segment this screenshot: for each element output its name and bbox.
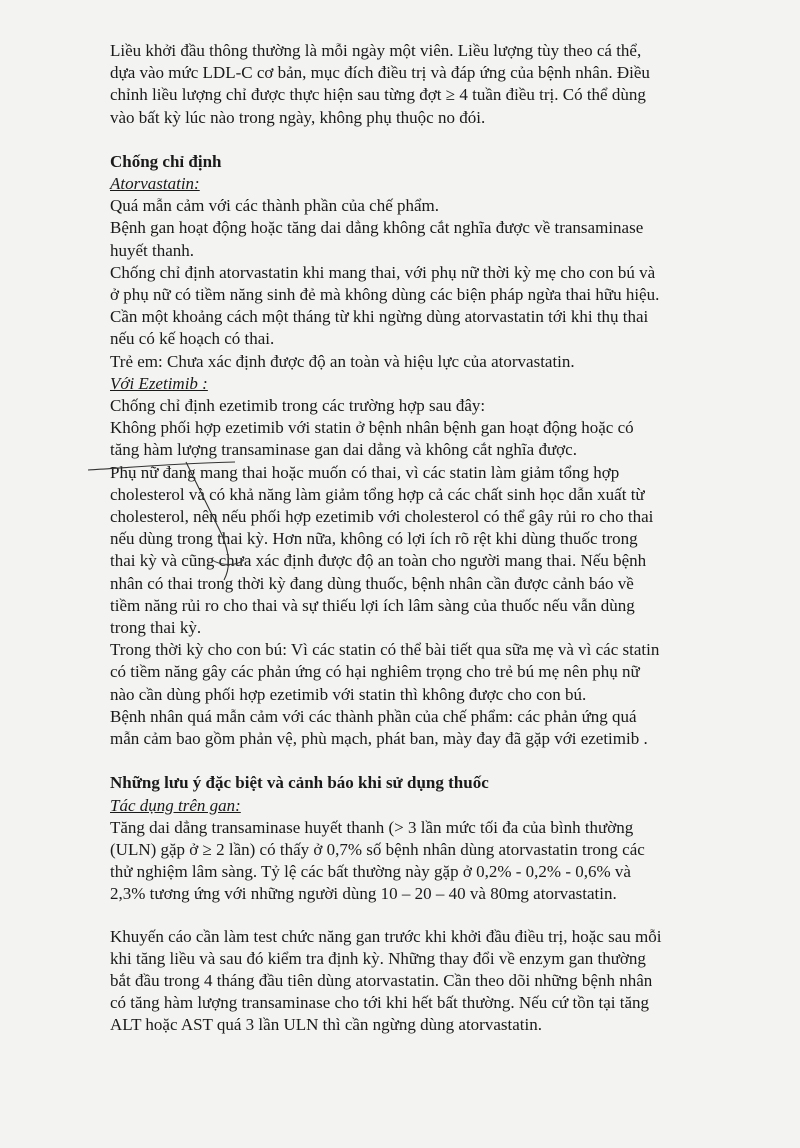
warnings-heading: Những lưu ý đặc biệt và cảnh báo khi sử dụng thuốc <box>110 773 489 793</box>
text-line: tiềm năng rủi ro cho thai và sự thiếu lợi ích lâm sàng của thuốc nếu vẫn dùng <box>110 595 635 615</box>
text-line: Tăng dai dẳng transaminase huyết thanh (> 3 lần mức tối đa của bình thường <box>110 817 634 837</box>
text-line: ALT hoặc AST quá 3 lần ULN thì cần ngừng dùng atorvastatin. <box>110 1015 542 1035</box>
text-line: nhân có thai trong thời kỳ đang dùng thuốc, bệnh nhân cần được cảnh báo về <box>110 573 634 593</box>
text-line: tăng hàm lượng transaminase gan dai dẳng và không cắt nghĩa được. <box>110 440 577 460</box>
text-line: (ULN) gặp ở ≥ 2 lần) có thấy ở 0,7% số bệnh nhân dùng atorvastatin trong các <box>110 839 645 859</box>
text-line: vào bất kỳ lúc nào trong ngày, không phụ thuộc no đói. <box>110 107 486 127</box>
text-line: khi tăng liều và sau đó kiểm tra định kỳ. Những thay đổi về enzym gan thường <box>110 948 646 968</box>
text-line: mẫn cảm bao gồm phản vệ, phù mạch, phát ban, mày đay đã gặp với ezetimib . <box>110 729 648 749</box>
text-line: cholesterol, nên nếu phối hợp ezetimib với cholesterol có thể gây rủi ro cho thai <box>110 507 654 527</box>
text-line: chỉnh liều lượng chỉ được thực hiện sau từng đợt ≥ 4 tuần điều trị. Có thể dùng <box>110 85 646 105</box>
text-line: dựa vào mức LDL-C cơ bản, mục đích điều trị và đáp ứng của bệnh nhân. Điều <box>110 63 650 83</box>
text-line: huyết thanh. <box>110 240 195 260</box>
text-line: có tăng hàm lượng transaminase cho tới khi hết bất thường. Nếu cứ tồn tại tăng <box>110 993 649 1013</box>
text-line: Cần một khoảng cách một tháng từ khi ngừng dùng atorvastatin tới khi thụ thai <box>110 307 649 327</box>
text-line: Liều khởi đầu thông thường là mỗi ngày một viên. Liều lượng tùy theo cá thể, <box>110 41 642 60</box>
warnings-section <box>110 772 750 1036</box>
text-line: Chống chỉ định ezetimib trong các trường hợp sau đây: <box>110 396 486 416</box>
text-line: nếu có kế hoạch có thai. <box>110 329 275 349</box>
text-line: Quá mẫn cảm với các thành phần của chế phẩm. <box>110 196 440 216</box>
text-line: có tiềm năng gây các phản ứng có hại nghiêm trọng cho trẻ bú mẹ nên phụ nữ <box>110 662 640 682</box>
text-line: Bệnh nhân quá mẫn cảm với các thành phần của chế phẩm: các phản ứng quá <box>110 706 637 726</box>
text-line: Trong thời kỳ cho con bú: Vì các statin có thể bài tiết qua sữa mẹ và vì các statin <box>110 640 660 660</box>
text-line: nếu dùng trong thai kỳ. Hơn nữa, không có lợi ích rõ rệt khi dùng thuốc trong <box>110 529 638 549</box>
contraindications-section <box>110 151 750 750</box>
text-line: nào cần dùng phối hợp ezetimib với statin thì không được cho con bú. <box>110 684 587 704</box>
text-line: trong thai kỳ. <box>110 618 202 638</box>
text-line: thử nghiệm lâm sàng. Tỷ lệ các bất thường này gặp ở 0,2% - 0,2% - 0,6% và <box>110 862 631 882</box>
text-line: bắt đầu trong 4 tháng đầu tiên dùng atorvastatin. Cần theo dõi những bệnh nhân <box>110 970 653 990</box>
text-line: Phụ nữ đang mang thai hoặc muốn có thai, vì các statin làm giảm tổng hợp <box>110 462 620 482</box>
text-line: cholesterol và có khả năng làm giảm tổng hợp cả các chất sinh học dẫn xuất từ <box>110 484 645 504</box>
atorvastatin-subheading: Atorvastatin: <box>110 174 200 194</box>
ezetimib-subheading: Với Ezetimib : <box>110 373 208 393</box>
text-line: ở phụ nữ có tiềm năng sinh đẻ mà không dùng các biện pháp ngừa thai hữu hiệu. <box>110 285 660 305</box>
text-line: Chống chỉ định atorvastatin khi mang thai, với phụ nữ thời kỳ mẹ cho con bú và <box>110 262 656 282</box>
contraindications-heading: Chống chỉ định <box>110 151 222 171</box>
text-line: Bệnh gan hoạt động hoặc tăng dai dẳng không cắt nghĩa được về transaminase <box>110 218 644 238</box>
document-page <box>110 40 750 1037</box>
text-line: thai kỳ và cũng chưa xác định được độ an toàn cho người mang thai. Nếu bệnh <box>110 551 647 571</box>
liver-effects-subheading: Tác dụng trên gan: <box>110 795 241 815</box>
dosage-paragraph <box>110 40 750 129</box>
text-line: Trẻ em: Chưa xác định được độ an toàn và hiệu lực của atorvastatin. <box>110 351 575 371</box>
text-line: Không phối hợp ezetimib với statin ở bệnh nhân bệnh gan hoạt động hoặc có <box>110 418 634 438</box>
text-line: 2,3% tương ứng với những người dùng 10 – 20 – 40 và 80mg atorvastatin. <box>110 884 617 904</box>
text-line: Khuyến cáo cần làm test chức năng gan trước khi khởi đầu điều trị, hoặc sau mỗi <box>110 926 662 946</box>
